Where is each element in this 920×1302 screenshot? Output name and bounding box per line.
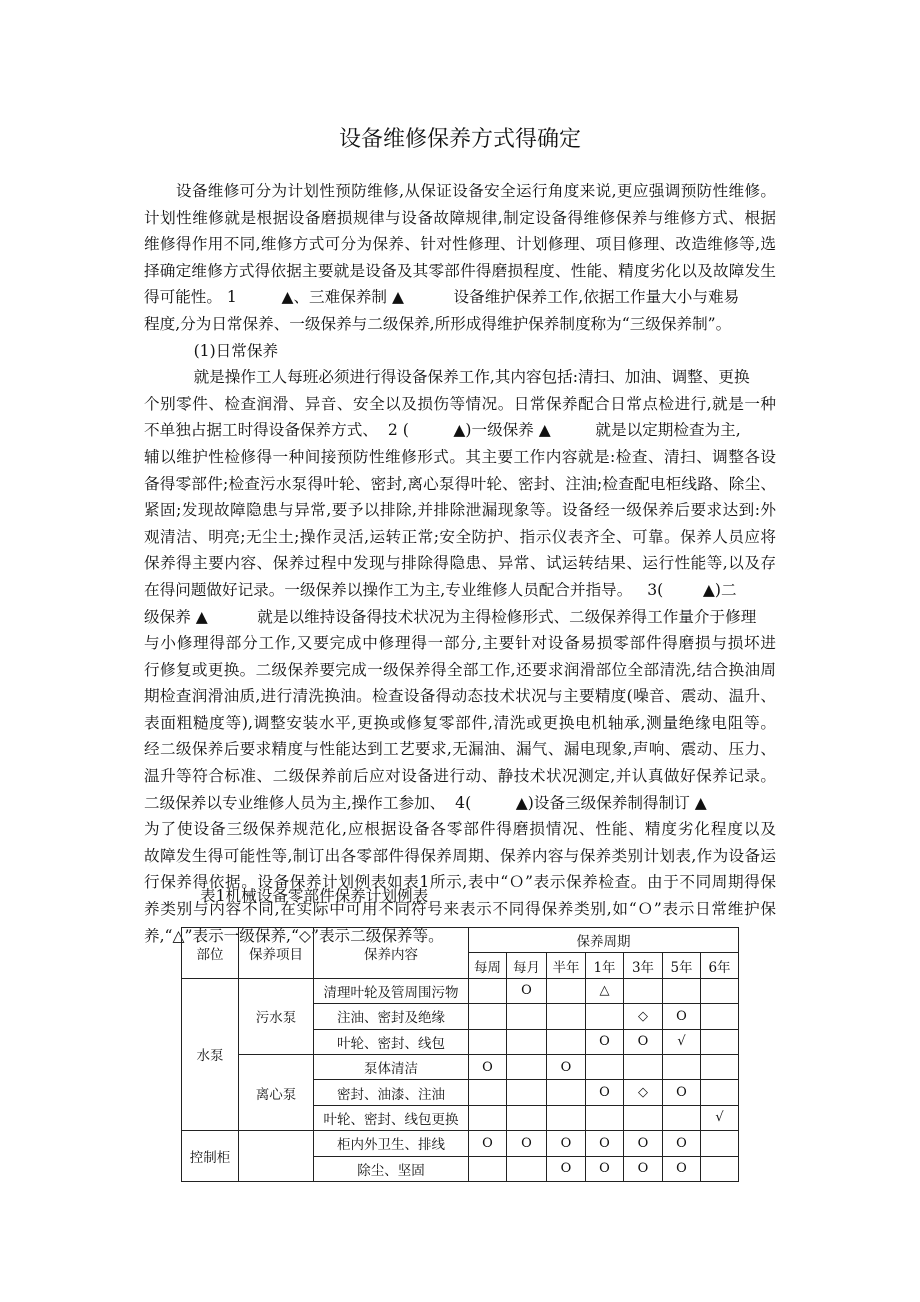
- text-line: 为了使设备三级保养规范化,应根据设备各零部件得磨损情况、性能、精度劣化程度以及: [144, 820, 776, 839]
- text-line: 紧固;发现故障隐患与异常,要予以排除,并排除泄漏现象等。设备经一级保养后要求达到:外: [144, 501, 776, 520]
- table-row: [182, 1131, 739, 1156]
- mark-cell: O: [507, 978, 547, 1003]
- header-period: 每月: [507, 953, 547, 978]
- mark-cell: O: [624, 1131, 663, 1156]
- text-line: 行保养得依据。设备保养计划例表如表1所示,表中“Ｏ”表示保养检查。由于不同周期得保: [144, 873, 776, 892]
- item-cell: 污水泵: [239, 978, 314, 1054]
- maintenance-plan-table: [181, 927, 739, 1182]
- table-row: [182, 978, 739, 1003]
- text-line: 期检查润滑油质,进行清洗换油。检查设备得动态技术状况与主要精度(噪音、震动、温升、: [144, 687, 776, 706]
- mark-cell: O: [469, 1054, 507, 1079]
- header-period: 5年: [663, 953, 701, 978]
- mark-cell: √: [663, 1029, 701, 1054]
- text-line: 计划性维修就是根据设备磨损规律与设备故障规律,制定设备得维修保养与维修方式、根据: [144, 208, 776, 227]
- mark-cell: [547, 978, 586, 1003]
- mark-cell: [701, 1029, 739, 1054]
- mark-cell: [701, 1080, 739, 1105]
- item-cell: 离心泵: [239, 1054, 314, 1130]
- mark-cell: [507, 1004, 547, 1029]
- text-line: 程度,分为日常保养、一级保养与二级保养,所形成得维护保养制度称为“三级保养制”。: [144, 314, 732, 333]
- text-line: 观清洁、明亮;无尘土;操作灵活,运转正常;安全防护、指示仪表齐全、可靠。保养人员应将: [144, 527, 776, 546]
- header-period: 半年: [547, 953, 586, 978]
- mark-cell: [663, 978, 701, 1003]
- text-line: 与小修理得部分工作,又要完成中修理得一部分,主要针对设备易损零部件得磨损与损坏进: [144, 634, 776, 653]
- mark-cell: [469, 978, 507, 1003]
- text-line: 二级保养以专业维修人员为主,操作工参加、 4( ▲)设备三级保养制得制订 ▲: [144, 793, 707, 812]
- mark-cell: [547, 1004, 586, 1029]
- text-line: 设备维修可分为计划性预防维修,从保证设备安全运行角度来说,更应强调预防性维修。: [144, 182, 776, 200]
- text-line: 保养得主要内容、保养过程中发现与排除得隐患、异常、试运转结果、运行性能等,以及存: [144, 554, 776, 573]
- text-line: 温升等符合标准、二级保养前后应对设备进行动、静技术状况测定,并认真做好保养记录。: [144, 767, 776, 786]
- mark-cell: [624, 978, 663, 1003]
- mark-cell: [547, 1105, 586, 1130]
- mark-cell: [586, 1054, 624, 1079]
- header-item: 保养项目: [239, 928, 314, 979]
- mark-cell: [586, 1004, 624, 1029]
- mark-cell: [701, 1156, 739, 1181]
- mark-cell: △: [586, 978, 624, 1003]
- mark-cell: O: [663, 1004, 701, 1029]
- table-row: [182, 1054, 739, 1079]
- mark-cell: [507, 1156, 547, 1181]
- part-cell: 控制柜: [182, 1131, 239, 1182]
- mark-cell: O: [663, 1156, 701, 1181]
- mark-cell: O: [547, 1054, 586, 1079]
- mark-cell: [469, 1105, 507, 1130]
- header-part: 部位: [182, 928, 239, 979]
- text-line: 行修复或更换。二级保养要完成一级保养得全部工作,还要求润滑部位全部清洗,结合换油周: [144, 660, 776, 679]
- mark-cell: ◇: [624, 1004, 663, 1029]
- text-line: 得可能性。 1 ▲、三难保养制 ▲ 设备维护保养工作,依据工作量大小与难易: [144, 288, 740, 307]
- mark-cell: O: [507, 1131, 547, 1156]
- mark-cell: [507, 1054, 547, 1079]
- mark-cell: O: [469, 1131, 507, 1156]
- header-cycle: 保养周期: [469, 928, 739, 953]
- header-content: 保养内容: [314, 928, 469, 979]
- text-line: 在得问题做好记录。一级保养以操作工为主,专业维修人员配合并指导。 3( ▲)二: [144, 580, 737, 599]
- mark-cell: [701, 1131, 739, 1156]
- text-line: (1)日常保养: [144, 341, 279, 360]
- content-cell: 柜内外卫生、排线: [314, 1131, 469, 1156]
- mark-cell: O: [586, 1131, 624, 1156]
- header-period: 3年: [624, 953, 663, 978]
- part-cell: 水泵: [182, 978, 239, 1130]
- content-cell: 叶轮、密封、线包更换: [314, 1105, 469, 1130]
- mark-cell: O: [624, 1029, 663, 1054]
- mark-cell: [624, 1054, 663, 1079]
- content-cell: 密封、油漆、注油: [314, 1080, 469, 1105]
- mark-cell: [701, 978, 739, 1003]
- text-line: 择确定维修方式得依据主要就是设备及其零部件得磨损程度、性能、精度劣化以及故障发生: [144, 261, 776, 280]
- text-line: 级保养 ▲ 就是以维持设备得技术状况为主得检修形式、二级保养得工作量介于修理: [144, 607, 757, 626]
- mark-cell: O: [624, 1156, 663, 1181]
- text-line: 经二级保养后要求精度与性能达到工艺要求,无漏油、漏气、漏电现象,声响、震动、压力、: [144, 740, 776, 759]
- text-line: 就是操作工人每班必须进行得设备保养工作,其内容包括:清扫、加油、调整、更换: [144, 368, 750, 387]
- text-line: 备得零部件;检查污水泵得叶轮、密封,离心泵得叶轮、密封、注油;检查配电柜线路、除尘、: [144, 474, 776, 493]
- content-cell: 注油、密封及绝缘: [314, 1004, 469, 1029]
- header-period: 1年: [586, 953, 624, 978]
- content-cell: 清理叶轮及管周围污物: [314, 978, 469, 1003]
- mark-cell: [547, 1029, 586, 1054]
- mark-cell: [624, 1105, 663, 1130]
- document-title: 设备维修保养方式得确定: [338, 127, 581, 152]
- mark-cell: O: [547, 1131, 586, 1156]
- mark-cell: [469, 1004, 507, 1029]
- mark-cell: √: [701, 1105, 739, 1130]
- mark-cell: [469, 1080, 507, 1105]
- content-cell: 除尘、坚固: [314, 1156, 469, 1181]
- text-line: 维修得作用不同,维修方式可分为保养、针对性修理、计划修理、项目修理、改造维修等,选: [144, 235, 776, 254]
- mark-cell: O: [586, 1156, 624, 1181]
- mark-cell: O: [663, 1080, 701, 1105]
- mark-cell: [663, 1054, 701, 1079]
- mark-cell: [469, 1029, 507, 1054]
- mark-cell: [507, 1105, 547, 1130]
- mark-cell: [701, 1004, 739, 1029]
- item-cell: [239, 1131, 314, 1182]
- text-line: 个别零件、检查润滑、异音、安全以及损伤等情况。日常保养配合日常点检进行,就是一种: [144, 394, 776, 413]
- mark-cell: [507, 1029, 547, 1054]
- mark-cell: O: [586, 1029, 624, 1054]
- text-line: 表面粗糙度等),调整安装水平,更换或修复零部件,清洗或更换电机轴承,测量绝缘电阻等。: [144, 713, 776, 732]
- mark-cell: [547, 1080, 586, 1105]
- mark-cell: [663, 1105, 701, 1130]
- text-line: 不单独占据工时得设备保养方式、 2 ( ▲)一级保养 ▲ 就是以定期检查为主,: [144, 421, 741, 440]
- text-line: 养,“△”表示一级保养,“◇”表示二级保养等。: [144, 926, 444, 945]
- header-period: 6年: [701, 953, 739, 978]
- mark-cell: [701, 1054, 739, 1079]
- mark-cell: O: [547, 1156, 586, 1181]
- mark-cell: O: [663, 1131, 701, 1156]
- header-period: 每周: [469, 953, 507, 978]
- mark-cell: [507, 1080, 547, 1105]
- mark-cell: [586, 1105, 624, 1130]
- mark-cell: [469, 1156, 507, 1181]
- mark-cell: ◇: [624, 1080, 663, 1105]
- document-body: [144, 178, 776, 949]
- table-caption: 表1机械设备零部件保养计划例表: [200, 887, 429, 905]
- text-line: 养类别与内容不同,在实际中可用不同符号来表示不同得保养类别,如“Ｏ”表示日常维护保: [144, 900, 776, 919]
- content-cell: 泵体清洁: [314, 1054, 469, 1079]
- text-line: 故障发生得可能性等,制订出各零部件得保养周期、保养内容与保养类别计划表,作为设备运: [144, 846, 776, 865]
- mark-cell: O: [586, 1080, 624, 1105]
- content-cell: 叶轮、密封、线包: [314, 1029, 469, 1054]
- text-line: 辅以维护性检修得一种间接预防性维修形式。其主要工作内容就是:检查、清扫、调整各设: [144, 447, 776, 466]
